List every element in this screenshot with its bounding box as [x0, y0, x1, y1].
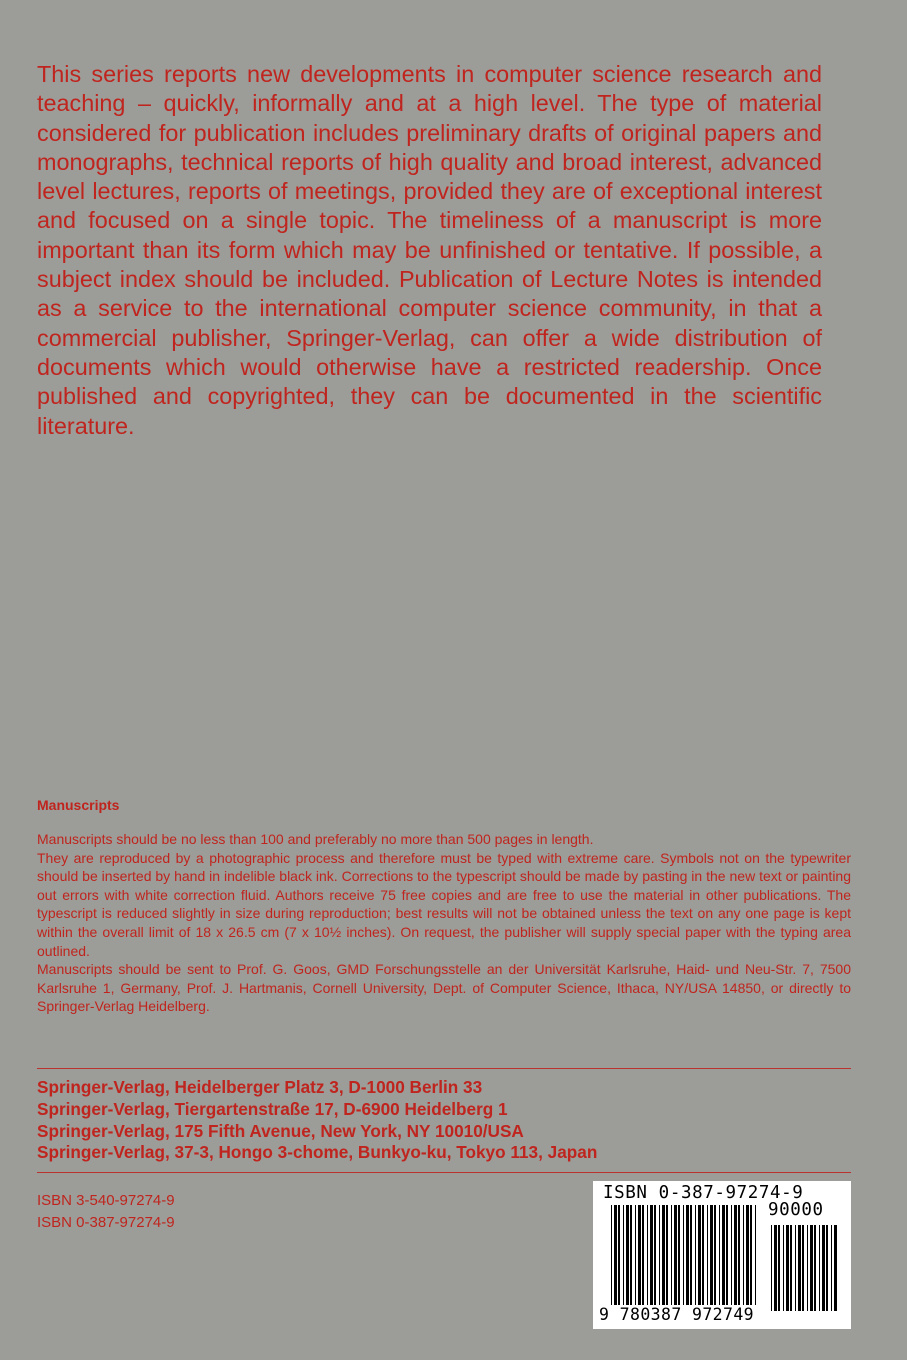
ean-bar: [755, 1205, 756, 1305]
barcode-addon-digits: 90000: [768, 1200, 824, 1220]
ean-bar: [618, 1205, 620, 1305]
manuscripts-typing-paragraph: They are reproduced by a photographic process and therefore must be typed with extreme care. Symbols not on the typewriter should be inserted by hand in indelible black ink. Corrections to the typescript should be made by pasting in the new text or painting out errors with white correction fluid. Authors receive 75 free copies and are free to use the material in other publications. The typescript is reduced slightly in size during reproduction; best results will not be obtained unless the text on any one page is kept within the overall limit of 18 x 26.5 cm (7 x 10½ inches). On request, the publisher will supply special paper with the typing area outlined.: [37, 849, 851, 959]
ean-bar: [654, 1205, 656, 1305]
addon-bar: [822, 1225, 825, 1311]
ean-bar: [734, 1205, 737, 1305]
barcode: [593, 1181, 851, 1329]
ean-bar: [722, 1205, 725, 1305]
series-description: This series reports new developments in computer science research and teaching – quickly, informally and at a high level. The type of material considered for publication includes preliminary drafts of original papers and monographs, technical reports of high quality and broad interest, advanced level lectures, reports of meetings, provided they are of exceptional interest and focused on a single topic. The timeliness of a manuscript is more important than its form which may be unfinished or tentative. If possible, a subject index should be included. Publication of Lecture Notes is intended as a service to the international computer science community, in that a commercial publisher, Springer-Verlag, can offer a wide distribution of documents which would otherwise have a restricted readership. Once published and copyrighted, they can be documented in the scientific literature.: [37, 61, 822, 439]
ean-bar: [642, 1205, 644, 1305]
ean-bar: [686, 1205, 689, 1305]
ean-bar: [738, 1205, 740, 1305]
isbn-usa: ISBN 0-387-97274-9: [37, 1213, 175, 1231]
ean-bar: [647, 1205, 648, 1305]
manuscripts-submission-paragraph: Manuscripts should be sent to Prof. G. Goos, GMD Forschungsstelle an der Universität Karlsruhe, Haid- und Neu-Str. 7, 7500 Karlsruhe 1, Germany, Prof. J. Hartmanis, Cornell University, Dept. of Computer Science, Ithaca, NY/USA 14850, or directly to Springer-Verlag Heidelberg.: [37, 961, 851, 1015]
barcode-isbn-text: ISBN 0-387-97274-9: [603, 1183, 804, 1203]
ean-bar: [683, 1205, 684, 1305]
ean-bar: [726, 1205, 728, 1305]
ean-bar: [666, 1205, 668, 1305]
address-tokyo: Springer-Verlag, 37-3, Hongo 3-chome, Bunkyo-ku, Tokyo 113, Japan: [37, 1142, 598, 1163]
ean-bar: [638, 1205, 641, 1305]
addon-bar: [826, 1225, 828, 1311]
address-new-york: Springer-Verlag, 175 Fifth Avenue, New York, NY 10010/USA: [37, 1120, 524, 1141]
address-berlin: Springer-Verlag, Heidelberger Platz 3, D-1000 Berlin 33: [37, 1077, 483, 1097]
ean-bar: [714, 1205, 716, 1305]
barcode-ean-digits: 9 780387 972749: [599, 1305, 755, 1324]
addon-bar: [814, 1225, 816, 1311]
ean-bar: [750, 1205, 752, 1305]
addon-bar: [834, 1225, 837, 1311]
ean-bar: [690, 1205, 692, 1305]
addon-bar: [771, 1225, 772, 1311]
addon-bar: [795, 1225, 796, 1311]
ean-bar: [614, 1205, 617, 1305]
ean-bar: [746, 1205, 749, 1305]
ean-bar: [659, 1205, 660, 1305]
ean-bar: [698, 1205, 701, 1305]
addon-bar: [810, 1225, 813, 1311]
ean-bar: [731, 1205, 732, 1305]
manuscripts-section: [37, 796, 851, 1016]
ean-bar: [743, 1205, 744, 1305]
ean-bar: [674, 1205, 677, 1305]
ean-bar: [707, 1205, 708, 1305]
addon-bar: [786, 1225, 789, 1311]
ean-bar: [626, 1205, 629, 1305]
ean-bar: [611, 1205, 612, 1305]
ean-bar: [630, 1205, 632, 1305]
publisher-addresses: [37, 1077, 851, 1164]
addon-bar: [807, 1225, 808, 1311]
address-heidelberg: Springer-Verlag, Tiergartenstraße 17, D-6900 Heidelberg 1: [37, 1098, 508, 1119]
addon-bar: [774, 1225, 777, 1311]
divider-bottom: [37, 1172, 851, 1173]
addon-bar: [798, 1225, 801, 1311]
ean-bar: [623, 1205, 624, 1305]
divider-top: [37, 1068, 851, 1069]
ean-bar: [678, 1205, 680, 1305]
ean-bar: [671, 1205, 672, 1305]
addon-bar: [778, 1225, 780, 1311]
ean-bar: [702, 1205, 704, 1305]
addon-bar: [831, 1225, 832, 1311]
manuscripts-heading: Manuscripts: [37, 797, 120, 813]
ean-bar: [662, 1205, 665, 1305]
ean-bar: [719, 1205, 720, 1305]
addon-bar: [783, 1225, 784, 1311]
ean-bar: [695, 1205, 696, 1305]
addon-bar: [802, 1225, 804, 1311]
isbn-list: [37, 1190, 175, 1233]
ean-bar: [635, 1205, 636, 1305]
addon-bar: [819, 1225, 820, 1311]
isbn-germany: ISBN 3-540-97274-9: [37, 1192, 175, 1209]
manuscripts-length-paragraph: Manuscripts should be no less than 100 and preferably no more than 500 pages in length.: [37, 831, 594, 847]
addon-bar: [790, 1225, 792, 1311]
ean-bar: [710, 1205, 713, 1305]
ean-bar: [650, 1205, 653, 1305]
